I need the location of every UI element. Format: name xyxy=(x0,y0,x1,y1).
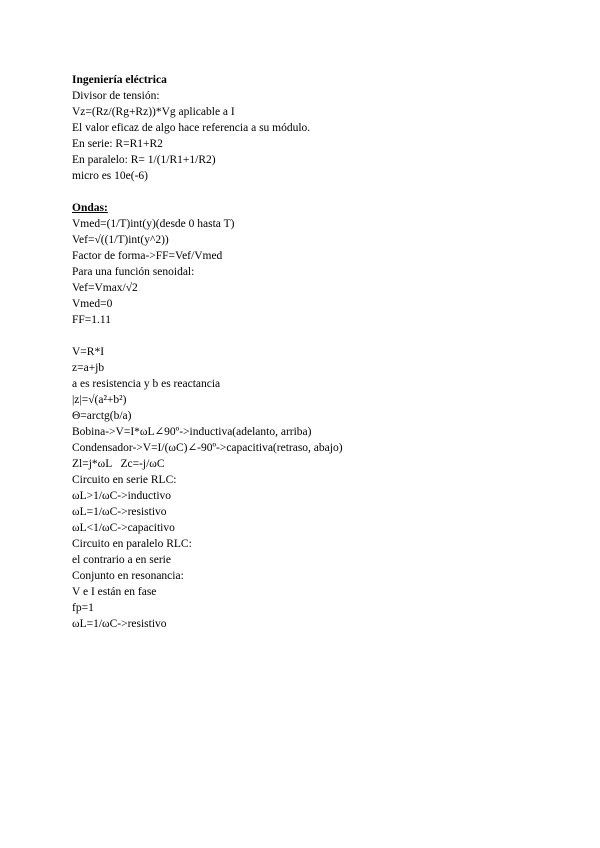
text-line: ωL<1/ωC->capacitivo xyxy=(72,522,175,534)
text-line: Vef=Vmax/√2 xyxy=(72,282,138,294)
text-line: Vz=(Rz/(Rg+Rz))*Vg aplicable a I xyxy=(72,106,235,118)
text-line: El valor eficaz de algo hace referencia a su módulo. xyxy=(72,122,311,134)
text-line: Divisor de tensión: xyxy=(72,90,160,102)
section-title-ondas: Ondas: xyxy=(72,202,108,214)
text-line: fp=1 xyxy=(72,602,94,614)
document-page xyxy=(72,72,542,632)
text-line: Factor de forma->FF=Vef/Vmed xyxy=(72,250,223,262)
text-line: z=a+jb xyxy=(72,362,105,374)
text-line: Θ=arctg(b/a) xyxy=(72,410,132,422)
text-line: FF=1.11 xyxy=(72,314,111,326)
text-line: Conjunto en resonancia: xyxy=(72,570,184,582)
text-line: Bobina->V=I*ωL∠90º->inductiva(adelanto, arriba) xyxy=(72,426,312,438)
spacer xyxy=(72,328,542,344)
text-line: V=R*I xyxy=(72,346,105,358)
text-line: En paralelo: R= 1/(1/R1+1/R2) xyxy=(72,154,216,166)
text-line: Circuito en paralelo RLC: xyxy=(72,538,192,550)
text-line: V e I están en fase xyxy=(72,586,157,598)
text-line: a es resistencia y b es reactancia xyxy=(72,378,221,390)
text-line: Vmed=0 xyxy=(72,298,113,310)
text-line: ωL=1/ωC->resistivo xyxy=(72,618,167,630)
text-line: Para una función senoidal: xyxy=(72,266,195,278)
text-line: micro es 10e(-6) xyxy=(72,170,148,182)
text-line: Zl=j*ωL Zc=-j/ωC xyxy=(72,458,165,470)
text-line: Circuito en serie RLC: xyxy=(72,474,177,486)
text-line: Vmed=(1/T)int(y)(desde 0 hasta T) xyxy=(72,218,235,230)
text-line: Vef=√((1/T)int(y^2)) xyxy=(72,234,169,246)
spacer xyxy=(72,184,542,200)
text-line: el contrario a en serie xyxy=(72,554,171,566)
text-line: Condensador->V=I/(ωC)∠-90º->capacitiva(retraso, abajo) xyxy=(72,442,343,454)
text-line: |z|=√(a²+b²) xyxy=(72,394,127,406)
text-line: ωL>1/ωC->inductivo xyxy=(72,490,172,502)
text-line: En serie: R=R1+R2 xyxy=(72,138,163,150)
text-line: ωL=1/ωC->resistivo xyxy=(72,506,167,518)
section-title-ingenieria: Ingeniería eléctrica xyxy=(72,74,167,86)
